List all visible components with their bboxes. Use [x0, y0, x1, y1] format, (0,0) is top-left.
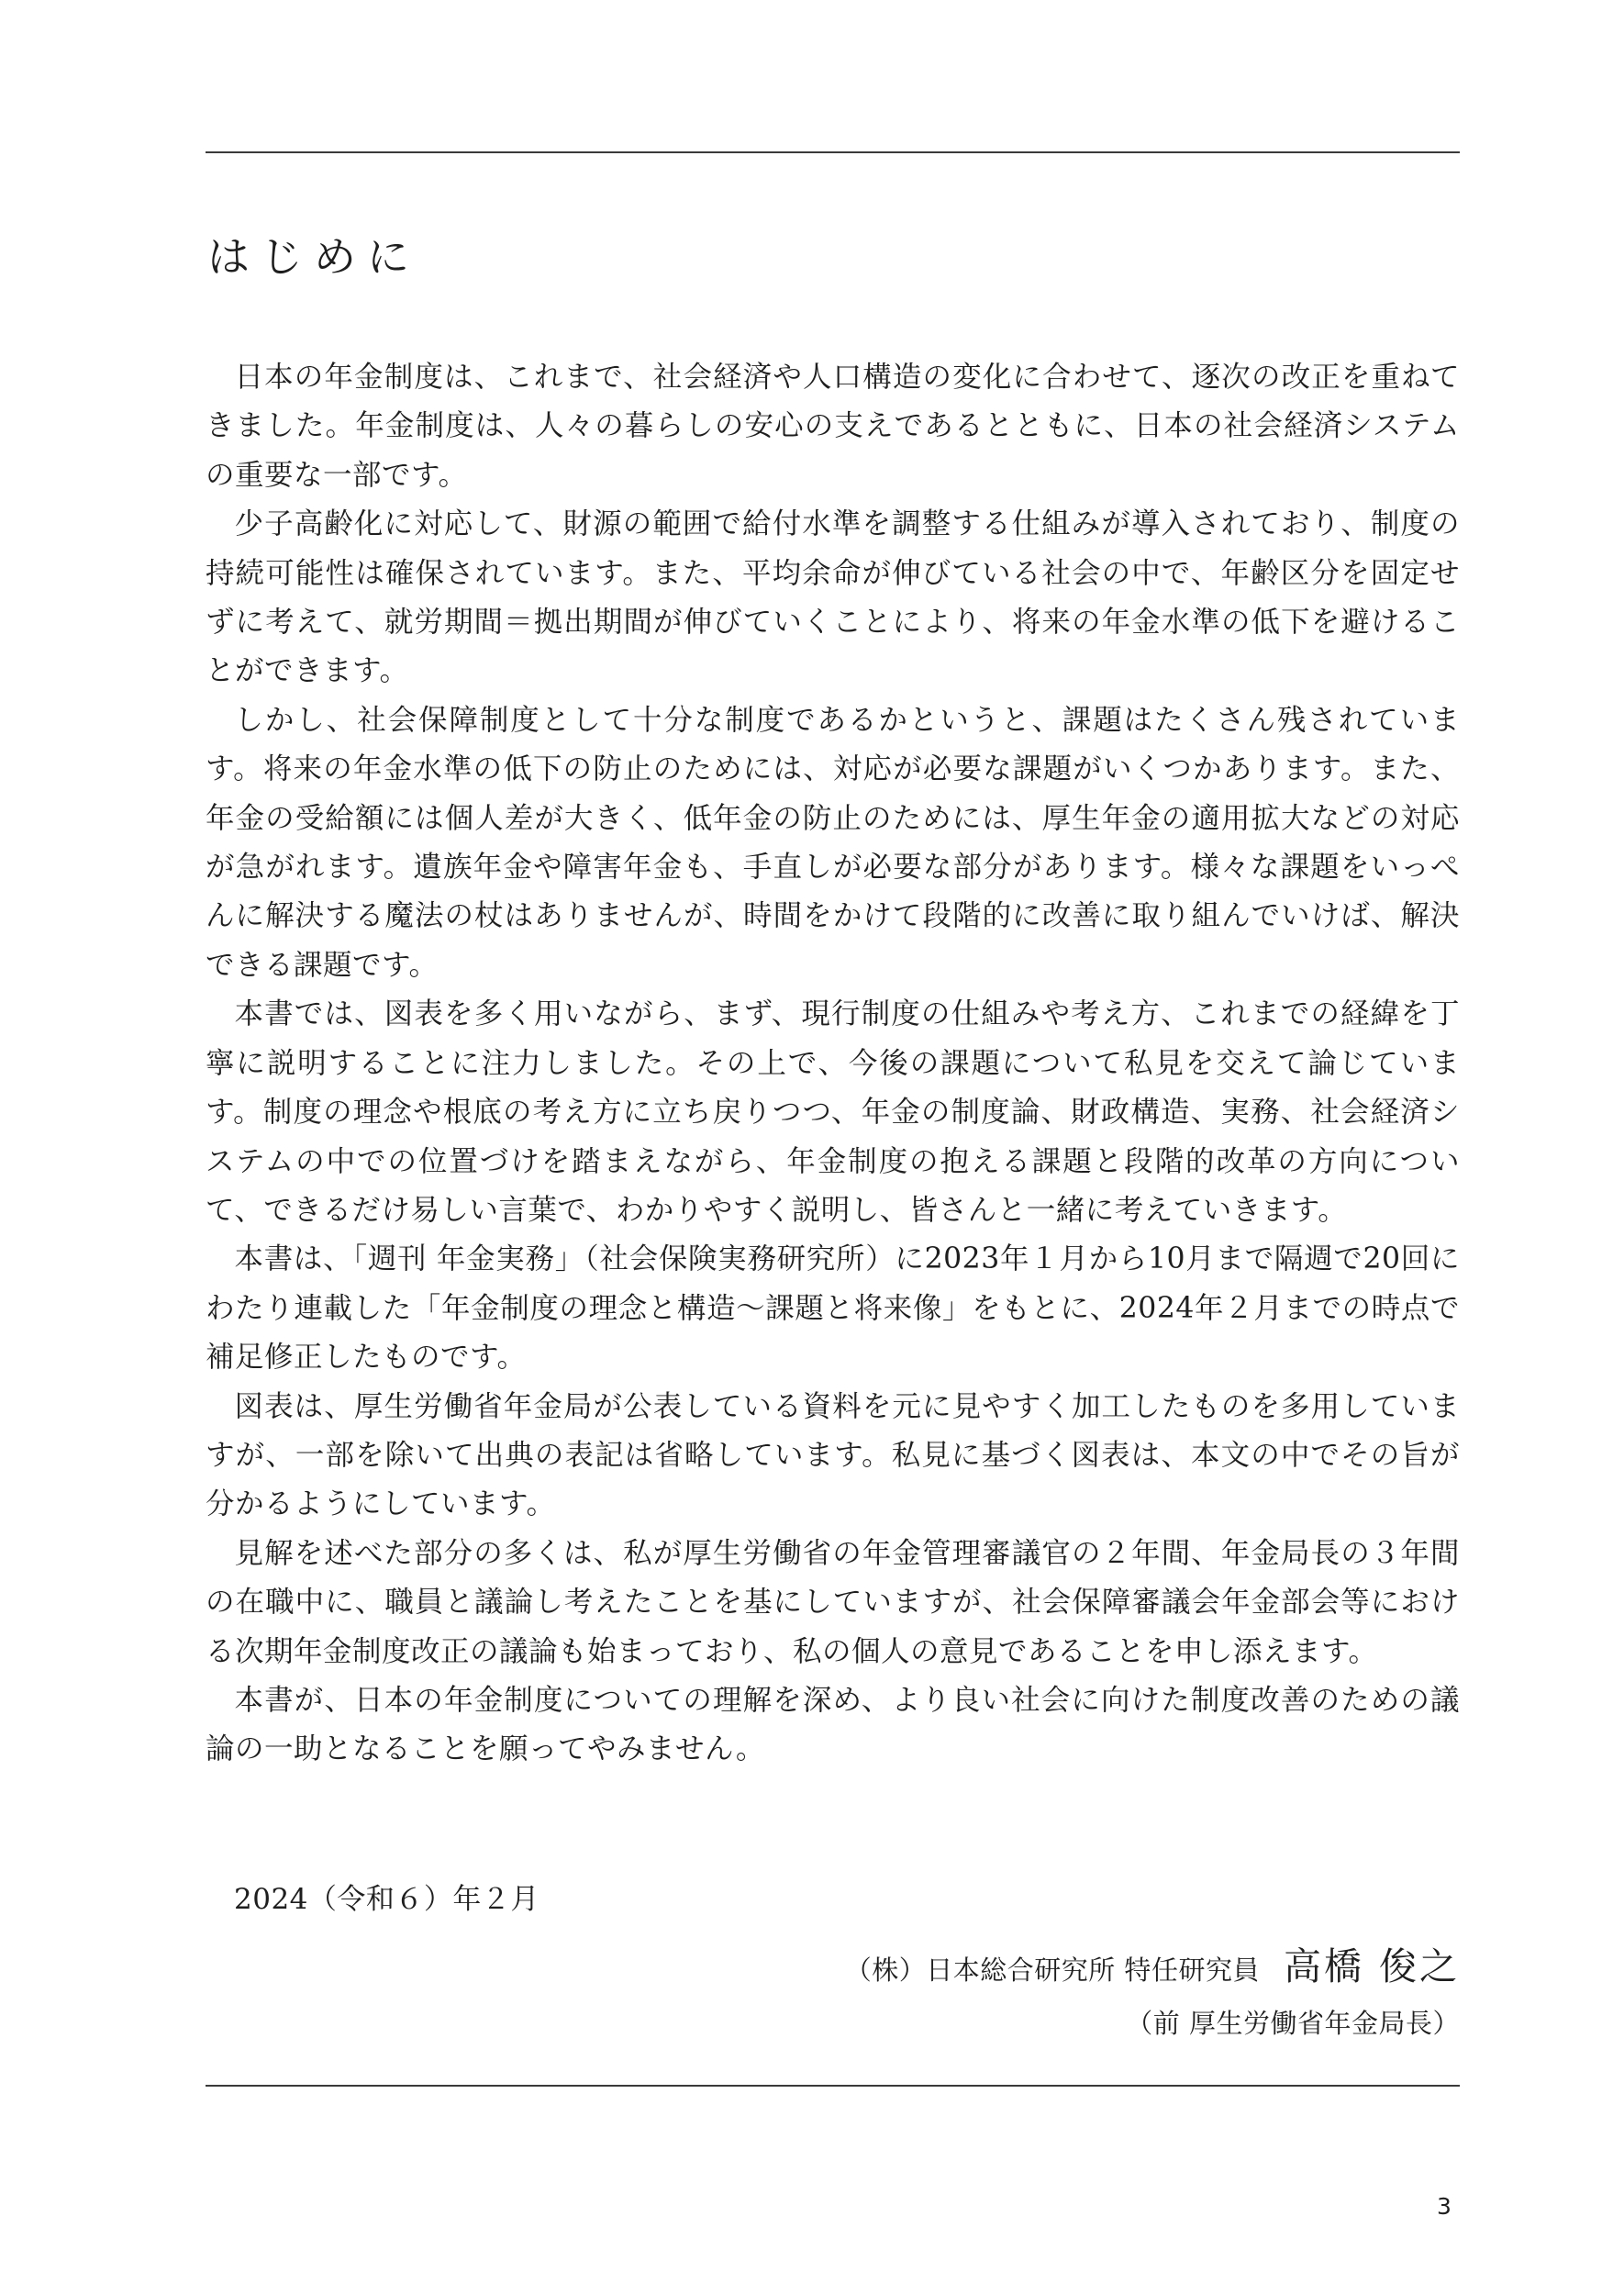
paragraph-4: 本書では、図表を多く用いながら、まず、現行制度の仕組みや考え方、これまでの経緯を丁寧に説明することに注力しました。その上で、今後の課題について私見を交えて論じています。制度の理念や根底の考え方に立ち戻りつつ、年金の制度論、財政構造、実務、社会経済システムの中での位置づけを踏まえながら、年金制度の抱える課題と段階的改革の方向について、できるだけ易しい言葉で、わかりやすく説明し、皆さんと一緒に考えていきます。 [206, 997, 1460, 1227]
signature-line [845, 1936, 1460, 1990]
page-title: はじめに [207, 232, 420, 282]
paragraph-7: 見解を述べた部分の多くは、私が厚生労働省の年金管理審議官の２年間、年金局長の３年間の在職中に、職員と議論し考えたことを基にしていますが、社会保障審議会年金部会等における次期年金制度改正の議論も始まっており、私の個人の意見であることを申し添えます。 [206, 1536, 1460, 1668]
paragraph-2: 少子高齢化に対応して、財源の範囲で給付水準を調整する仕組みが導入されており、制度の持続可能性は確保されています。また、平均余命が伸びている社会の中で、年齢区分を固定せずに考えて、就労期間＝拠出期間が伸びていくことにより、将来の年金水準の低下を避けることができます。 [206, 507, 1460, 688]
author-former-title: （前 厚生労働省年金局長） [1126, 2008, 1460, 2039]
page-number: 3 [1437, 2193, 1452, 2220]
paragraph-1: 日本の年金制度は、これまで、社会経済や人口構造の変化に合わせて、逐次の改正を重ねてきました。年金制度は、人々の暮らしの安心の支えであるとともに、日本の社会経済システムの重要な一部です。 [206, 361, 1460, 492]
author-name: 高橋 俊之 [1283, 1944, 1460, 1988]
paragraph-8: 本書が、日本の年金制度についての理解を深め、より良い社会に向けた制度改善のための議論の一助となることを願ってやみません。 [206, 1683, 1460, 1766]
author-affiliation: （株）日本総合研究所 特任研究員 [844, 1954, 1260, 1986]
paragraph-3: しかし、社会保障制度として十分な制度であるかというと、課題はたくさん残されています。将来の年金水準の低下の防止のためには、対応が必要な課題がいくつかあります。また、年金の受給額には個人差が大きく、低年金の防止のためには、厚生年金の適用拡大などの対応が急がれます。遺族年金や障害年金も、手直しが必要な部分があります。様々な課題をいっぺんに解決する魔法の杖はありませんが、時間をかけて段階的に改善に取り組んでいけば、解決できる課題です。 [206, 703, 1460, 982]
top-rule [206, 151, 1460, 153]
date-line: 2024（令和６）年２月 [234, 1883, 539, 1916]
paragraph-5: 本書は、「週刊 年金実務」（社会保険実務研究所）に2023年１月から10月まで隔週で20回にわたり連載した「年金制度の理念と構造～課題と将来像」をもとに、2024年２月までの時点で補足修正したものです。 [206, 1242, 1460, 1375]
bottom-rule [206, 2085, 1460, 2087]
signature-block [845, 1936, 1460, 2041]
paragraph-6: 図表は、厚生労働省年金局が公表している資料を元に見やすく加工したものを多用していますが、一部を除いて出典の表記は省略しています。私見に基づく図表は、本文の中でその旨が分かるようにしています。 [206, 1389, 1460, 1521]
body-text [206, 353, 1460, 1775]
